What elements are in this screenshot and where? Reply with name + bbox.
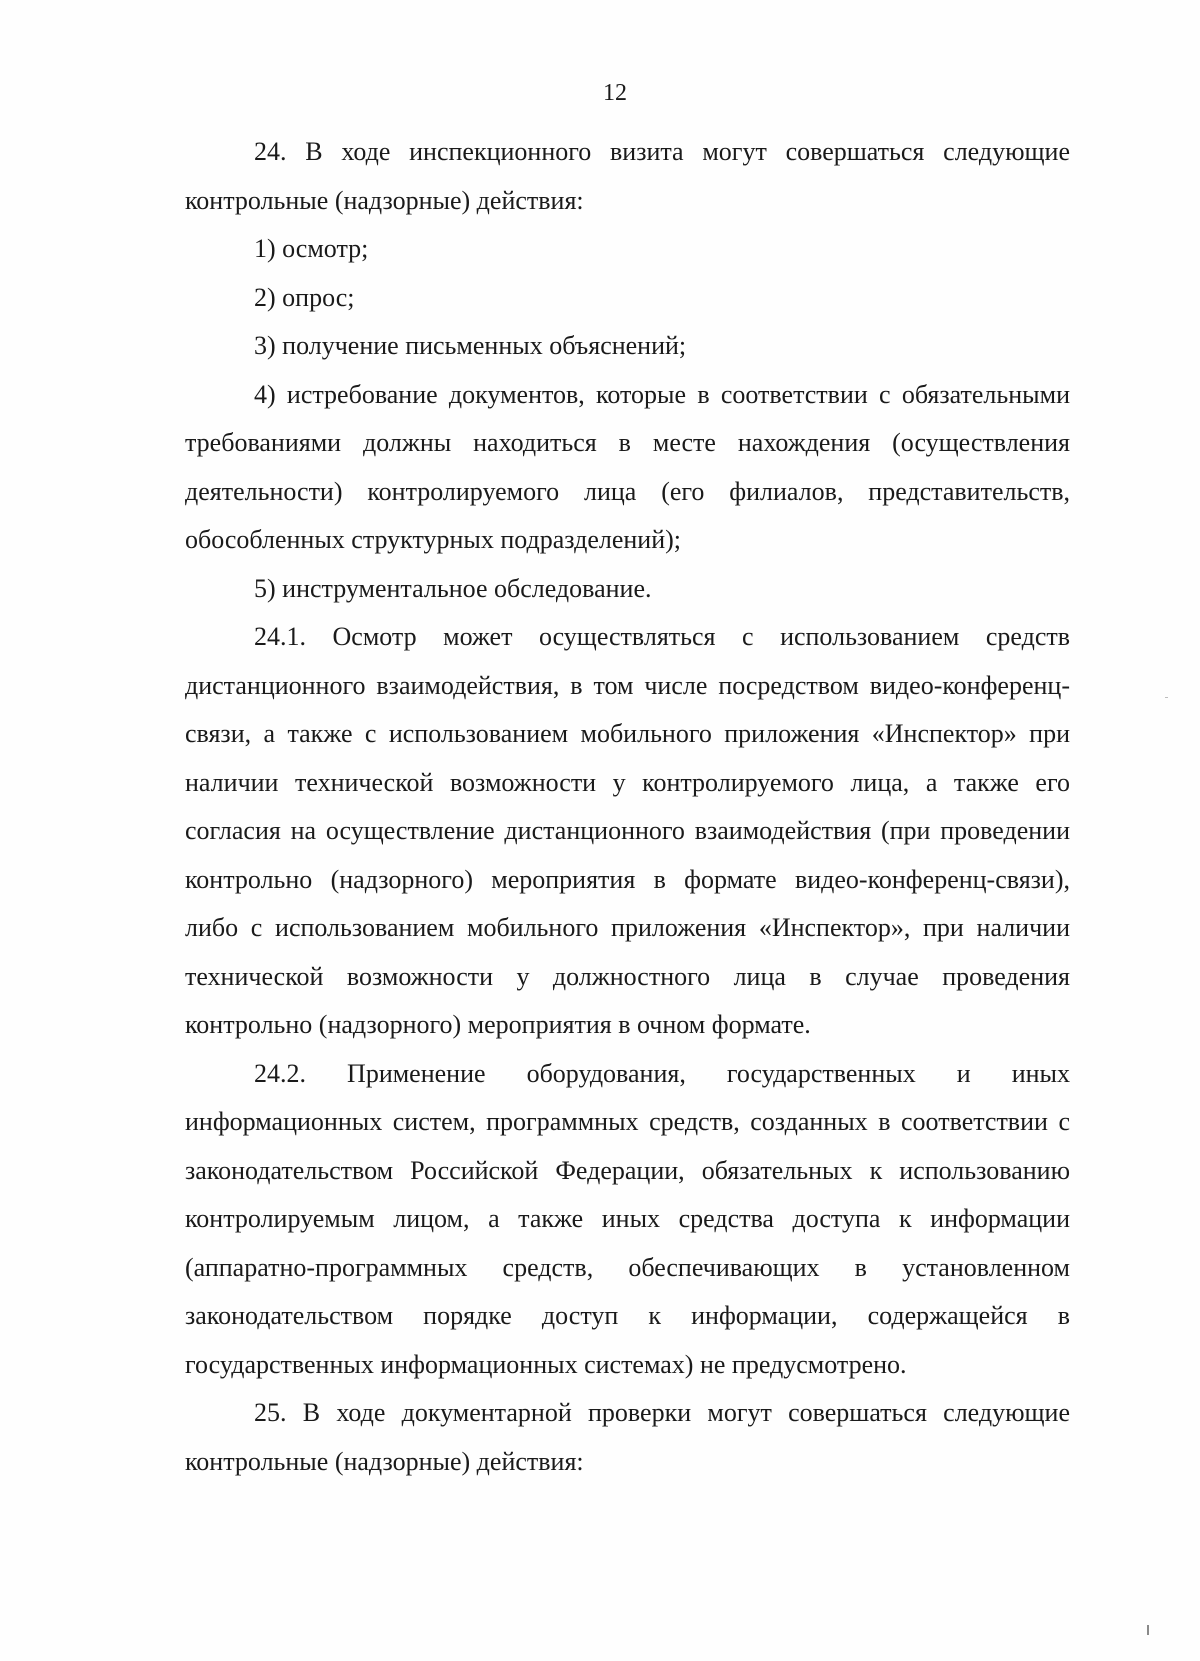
paragraph-24-2: 24.2. Применение оборудования, государственных и иных информационных систем, программных средств, созданных в соответствии с законодательством Российской Федерации, обязательных к использованию контролируемым лицом, а также иных средства доступа к информации (аппаратно-программных средств, обеспечивающих в установленном законодательством порядке доступ к информации, содержащейся в государственных информационных системах) не предусмотрено. (185, 1058, 1070, 1379)
scan-artifact-dot (1165, 697, 1168, 698)
list-item-3: 3) получение письменных объяснений; (254, 331, 687, 360)
paragraph-25: 25. В ходе документарной проверки могут совершаться следующие контрольные (надзорные) действия: (185, 1398, 1070, 1476)
list-item-1: 1) осмотр; (254, 234, 369, 263)
list-item-5: 5) инструментальное обследование. (254, 573, 652, 603)
paragraph-24: 24. В ходе инспекционного визита могут совершаться следующие контрольные (надзорные) действия: (185, 137, 1070, 215)
document-body (185, 128, 1070, 1486)
list-item-4: 4) истребование документов, которые в соответствии с обязательными требованиями должны находиться в месте нахождения (осуществления деятельности) контролируемого лица (его филиалов, представительств, обособленных структурных подразделений); (185, 379, 1070, 554)
scan-artifact-mark (1147, 1625, 1149, 1635)
paragraph-24-1: 24.1. Осмотр может осуществляться с использованием средств дистанционного взаимодействия, в том числе посредством видео-конференц-связи, а также с использованием мобильного приложения «Инспектор» при наличии технической возможности у контролируемого лица, а также его согласия на осуществление дистанционного взаимодействия (при проведении контрольно (надзорного) мероприятия в формате видео-конференц-связи), либо с использованием мобильного приложения «Инспектор», при наличии технической возможности у должностного лица в случае проведения контрольно (надзорного) мероприятия в очном формате. (185, 622, 1070, 1039)
list-item-2: 2) опрос; (254, 282, 355, 312)
page-number: 12 (603, 80, 627, 106)
